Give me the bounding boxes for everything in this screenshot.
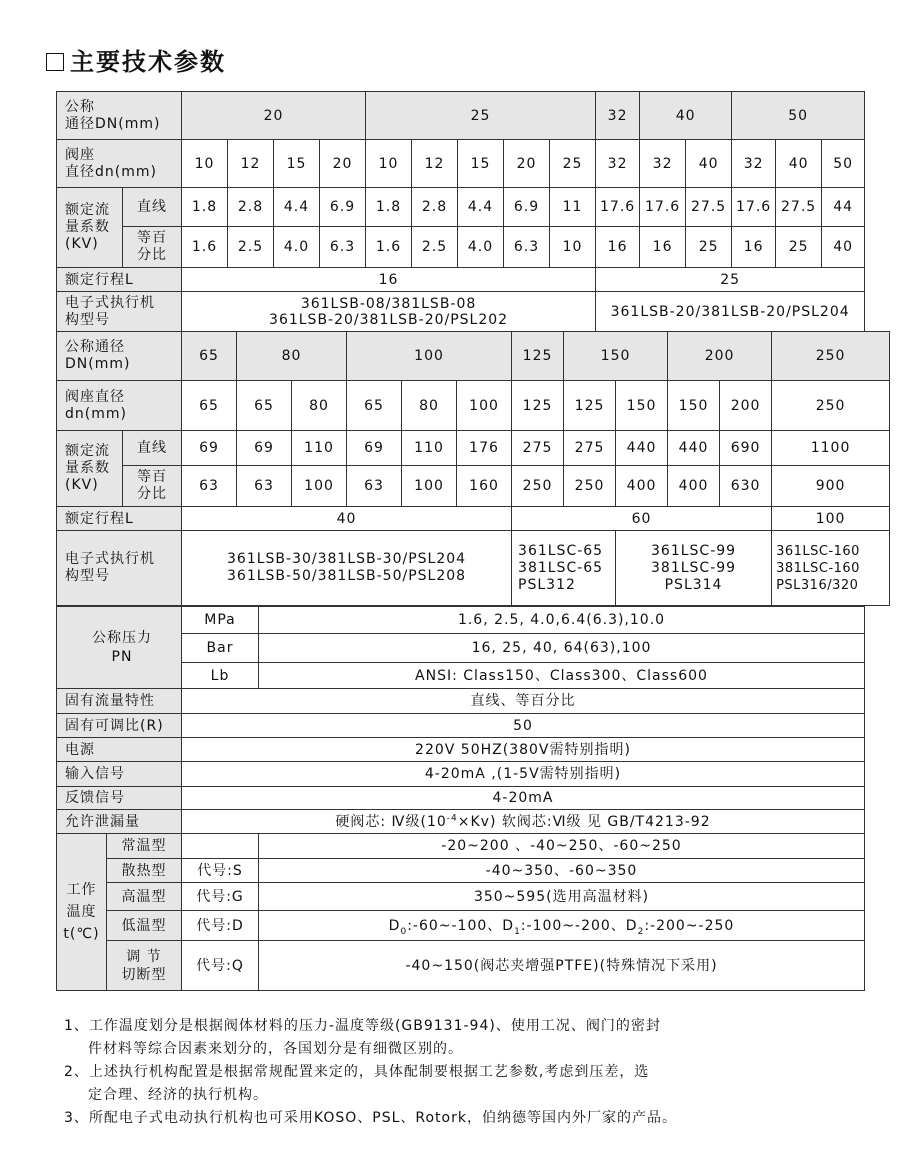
flow-char-value: 直线、等百分比 (182, 689, 865, 714)
temp-value: 350~595(选用高温材料) (259, 883, 865, 911)
low-d: D (388, 917, 401, 934)
value-cell: 2.8 (228, 188, 274, 227)
value-cell: 1.6 (366, 227, 412, 268)
value-cell: 250 (512, 466, 564, 507)
temp-code: 代号:D (182, 911, 259, 941)
value-cell: 250 (772, 381, 890, 431)
temp-value: -20~200 、-40~250、-60~250 (259, 834, 865, 859)
value-cell: 125 (564, 381, 616, 431)
temp-code: 代号:Q (182, 941, 259, 991)
value-cell: 4.4 (458, 188, 504, 227)
leakage-hard: 硬阀芯: Ⅳ级(10 (335, 813, 447, 830)
kv-label: 额定流 量系数 (KV) (57, 431, 123, 507)
feedback-signal-value: 4-20mA (182, 787, 865, 810)
dn-cell: 32 (596, 92, 640, 140)
dn-cell: 80 (237, 332, 347, 381)
spec-table-general (56, 606, 865, 991)
value-cell: 6.9 (504, 188, 550, 227)
temp-value: -40~350、-60~350 (259, 859, 865, 883)
pn-unit: Bar (182, 634, 259, 663)
value-cell: 15 (458, 140, 504, 188)
stroke-label: 额定行程L (57, 507, 182, 531)
temp-type: 调 节 切断型 (107, 941, 182, 991)
stroke-label: 额定行程L (57, 268, 182, 292)
actuator-cell: 361LSC-160 381LSC-160 PSL316/320 (772, 531, 890, 606)
value-cell: 2.5 (412, 227, 458, 268)
value-cell: 440 (668, 431, 720, 466)
kv-eq-label: 等百 分比 (123, 227, 182, 268)
value-cell: 11 (550, 188, 596, 227)
value-cell: 20 (320, 140, 366, 188)
dn-cell: 125 (512, 332, 564, 381)
dn-cell: 150 (564, 332, 668, 381)
dn-cell: 200 (668, 332, 772, 381)
pn-value: ANSI: Class150、Class300、Class600 (259, 663, 865, 689)
note-line: 3、所配电子式电动执行机构也可采用KOSO、PSL、Rotork，伯纳德等国内外厂家的产品。 (64, 1110, 677, 1126)
actuator-label: 电子式执行机 构型号 (57, 292, 182, 332)
actuator-cell: 361LSC-65 381LSC-65 PSL312 (512, 531, 616, 606)
value-cell: 65 (347, 381, 402, 431)
value-cell: 69 (237, 431, 292, 466)
value-cell: 110 (292, 431, 347, 466)
low-sub: 0 (400, 926, 408, 937)
value-cell: 6.3 (504, 227, 550, 268)
input-signal-value: 4-20mA ,(1-5V需特别指明) (182, 762, 865, 787)
value-cell: 125 (512, 381, 564, 431)
value-cell: 1.8 (182, 188, 228, 227)
value-cell: 1.8 (366, 188, 412, 227)
notes (64, 1015, 677, 1130)
value-cell: 25 (686, 227, 732, 268)
value-cell: 32 (732, 140, 776, 188)
value-cell: 150 (668, 381, 720, 431)
value-cell: 15 (274, 140, 320, 188)
temp-type: 高温型 (107, 883, 182, 911)
note-line: 定合理、经济的执行机构。 (88, 1087, 268, 1103)
low-part: :-200~-250 (644, 917, 735, 934)
temp-label: 工作 温度 t(℃) (57, 834, 107, 991)
low-part: :-100~-200、D (520, 917, 638, 934)
kv-eq-label: 等百 分比 (123, 466, 182, 507)
stroke-cell: 60 (512, 507, 772, 531)
value-cell: 4.0 (458, 227, 504, 268)
value-cell: 69 (182, 431, 237, 466)
pn-label: 公称压力 PN (57, 607, 182, 689)
rangeability-value: 50 (182, 714, 865, 738)
value-cell: 100 (292, 466, 347, 507)
seat-label: 阀座直径 dn(mm) (57, 381, 182, 431)
section-title (46, 42, 226, 77)
temp-code (182, 834, 259, 859)
note-line: 1、工作温度划分是根据阀体材料的压力-温度等级(GB9131-94)、使用工况、阀门的密封 (64, 1018, 661, 1034)
pn-unit: Lb (182, 663, 259, 689)
value-cell: 44 (822, 188, 865, 227)
value-cell: 17.6 (640, 188, 686, 227)
value-cell: 100 (402, 466, 457, 507)
note-line: 2、上述执行机构配置是根据常规配置来定的，具体配制要根据工艺参数,考虑到压差，选 (64, 1064, 650, 1080)
leakage-soft: ×Kv) 软阀芯:Ⅵ级 见 GB/T4213-92 (457, 813, 711, 830)
dn-cell: 50 (732, 92, 865, 140)
leakage-exponent: -4 (446, 812, 458, 823)
value-cell: 10 (366, 140, 412, 188)
checkbox-square-icon (46, 53, 64, 71)
temp-value-low (259, 911, 865, 941)
kv-linear-label: 直线 (123, 431, 182, 466)
value-cell: 16 (596, 227, 640, 268)
value-cell: 40 (776, 140, 822, 188)
dn-cell: 20 (182, 92, 366, 140)
value-cell: 65 (182, 381, 237, 431)
value-cell: 4.4 (274, 188, 320, 227)
value-cell: 12 (412, 140, 458, 188)
power-value: 220V 50HZ(380V需特别指明) (182, 738, 865, 762)
rangeability-label: 固有可调比(R) (57, 714, 182, 738)
stroke-cell: 40 (182, 507, 512, 531)
dn-cell: 100 (347, 332, 512, 381)
kv-linear-label: 直线 (123, 188, 182, 227)
dn-cell: 25 (366, 92, 596, 140)
value-cell: 16 (640, 227, 686, 268)
value-cell: 200 (720, 381, 772, 431)
value-cell: 25 (550, 140, 596, 188)
value-cell: 63 (347, 466, 402, 507)
value-cell: 1100 (772, 431, 890, 466)
value-cell: 65 (237, 381, 292, 431)
section-title-text: 主要技术参数 (70, 48, 226, 76)
value-cell: 17.6 (732, 188, 776, 227)
value-cell: 150 (616, 381, 668, 431)
value-cell: 80 (402, 381, 457, 431)
kv-label: 额定流 量系数 (KV) (57, 188, 123, 268)
value-cell: 400 (668, 466, 720, 507)
value-cell: 6.3 (320, 227, 366, 268)
value-cell: 80 (292, 381, 347, 431)
temp-code: 代号:G (182, 883, 259, 911)
value-cell: 630 (720, 466, 772, 507)
value-cell: 900 (772, 466, 890, 507)
value-cell: 10 (550, 227, 596, 268)
input-signal-label: 输入信号 (57, 762, 182, 787)
low-sub: 2 (637, 926, 645, 937)
value-cell: 17.6 (596, 188, 640, 227)
value-cell: 400 (616, 466, 668, 507)
actuator-cell: 361LSC-99 381LSC-99 PSL314 (616, 531, 772, 606)
value-cell: 63 (237, 466, 292, 507)
value-cell: 10 (182, 140, 228, 188)
value-cell: 20 (504, 140, 550, 188)
temp-code: 代号:S (182, 859, 259, 883)
spec-table-large-dn (56, 331, 890, 606)
leakage-label: 允许泄漏量 (57, 810, 182, 834)
stroke-cell: 16 (182, 268, 596, 292)
dn-cell: 250 (772, 332, 890, 381)
temp-value: -40~150(阀芯夹增强PTFE)(特殊情况下采用) (259, 941, 865, 991)
actuator-label: 电子式执行机 构型号 (57, 531, 182, 606)
temp-type: 常温型 (107, 834, 182, 859)
value-cell: 40 (822, 227, 865, 268)
flow-char-label: 固有流量特性 (57, 689, 182, 714)
spec-table-small-dn (56, 91, 865, 332)
value-cell: 2.8 (412, 188, 458, 227)
stroke-cell: 100 (772, 507, 890, 531)
pn-value: 1.6, 2.5, 4.0,6.4(6.3),10.0 (259, 607, 865, 634)
stroke-cell: 25 (596, 268, 865, 292)
value-cell: 6.9 (320, 188, 366, 227)
pn-unit: MPa (182, 607, 259, 634)
power-label: 电源 (57, 738, 182, 762)
note-line: 件材料等综合因素来划分的，各国划分是有细微区别的。 (88, 1041, 463, 1057)
temp-type: 低温型 (107, 911, 182, 941)
value-cell: 440 (616, 431, 668, 466)
dn-label: 公称通径 DN(mm) (57, 332, 182, 381)
value-cell: 110 (402, 431, 457, 466)
value-cell: 1.6 (182, 227, 228, 268)
value-cell: 69 (347, 431, 402, 466)
actuator-cell: 361LSB-20/381LSB-20/PSL204 (596, 292, 865, 332)
value-cell: 690 (720, 431, 772, 466)
value-cell: 25 (776, 227, 822, 268)
low-part: :-60~-100、D (407, 917, 515, 934)
value-cell: 12 (228, 140, 274, 188)
value-cell: 160 (457, 466, 512, 507)
value-cell: 32 (596, 140, 640, 188)
value-cell: 250 (564, 466, 616, 507)
value-cell: 63 (182, 466, 237, 507)
pn-value: 16, 25, 40, 64(63),100 (259, 634, 865, 663)
value-cell: 275 (564, 431, 616, 466)
value-cell: 50 (822, 140, 865, 188)
actuator-cell: 361LSB-08/381LSB-08 361LSB-20/381LSB-20/PSL202 (182, 292, 596, 332)
value-cell: 40 (686, 140, 732, 188)
actuator-cell: 361LSB-30/381LSB-30/PSL204 361LSB-50/381LSB-50/PSL208 (182, 531, 512, 606)
seat-label: 阀座 直径dn(mm) (57, 140, 182, 188)
low-sub: 1 (514, 926, 521, 937)
dn-cell: 65 (182, 332, 237, 381)
value-cell: 275 (512, 431, 564, 466)
leakage-value (182, 810, 865, 834)
value-cell: 176 (457, 431, 512, 466)
temp-type: 散热型 (107, 859, 182, 883)
value-cell: 16 (732, 227, 776, 268)
value-cell: 100 (457, 381, 512, 431)
value-cell: 32 (640, 140, 686, 188)
value-cell: 4.0 (274, 227, 320, 268)
dn-cell: 40 (640, 92, 732, 140)
value-cell: 27.5 (686, 188, 732, 227)
dn-label: 公称 通径DN(mm) (57, 92, 182, 140)
value-cell: 2.5 (228, 227, 274, 268)
feedback-signal-label: 反馈信号 (57, 787, 182, 810)
value-cell: 27.5 (776, 188, 822, 227)
